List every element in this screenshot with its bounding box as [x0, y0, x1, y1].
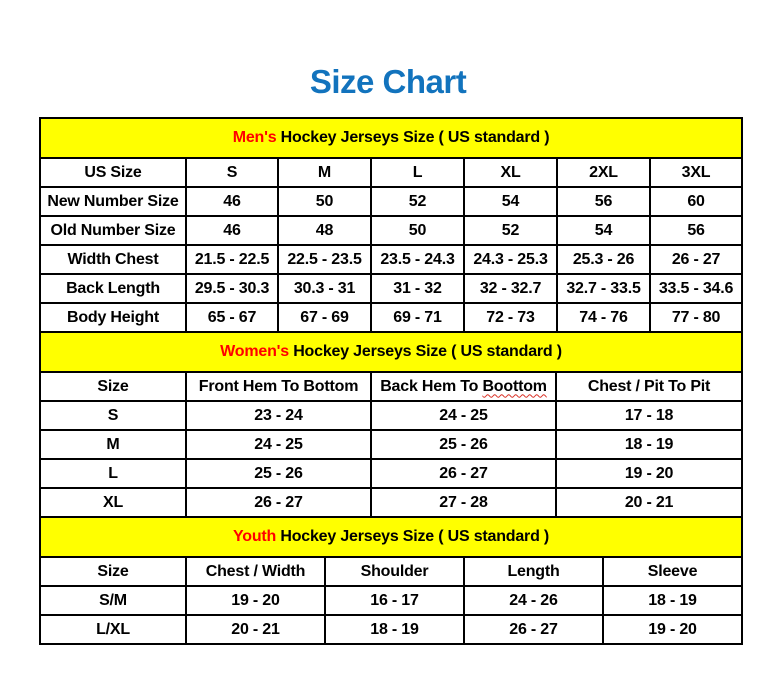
womens-size-table [39, 331, 743, 518]
row-label-cell: Old Number Size [40, 216, 186, 245]
value-cell: 26 - 27 [650, 245, 742, 274]
value-cell: 32 - 32.7 [464, 274, 557, 303]
value-cell: 24.3 - 25.3 [464, 245, 557, 274]
womens-banner-text: Hockey Jerseys Size ( US standard ) [288, 343, 562, 360]
value-cell: 18 - 19 [603, 586, 742, 615]
value-cell: 21.5 - 22.5 [186, 245, 278, 274]
row-label-cell: L [40, 459, 186, 488]
value-cell: 50 [371, 216, 464, 245]
youth-banner-text: Hockey Jerseys Size ( US standard ) [276, 528, 550, 545]
column-header-cell: Sleeve [603, 557, 742, 586]
table-row [40, 401, 742, 430]
youth-banner-row [40, 517, 742, 557]
page-title: Size Chart [309, 63, 467, 100]
value-cell: 17 - 18 [556, 401, 742, 430]
youth-size-table [39, 516, 743, 645]
row-label-cell: New Number Size [40, 187, 186, 216]
value-cell: 74 - 76 [557, 303, 650, 332]
row-label-cell: Back Length [40, 274, 186, 303]
value-cell: 65 - 67 [186, 303, 278, 332]
value-cell: 48 [278, 216, 371, 245]
youth-header-row [40, 557, 742, 586]
column-header-cell: Chest / Width [186, 557, 325, 586]
table-row [40, 615, 742, 644]
value-cell: 19 - 20 [603, 615, 742, 644]
value-cell: 23 - 24 [186, 401, 371, 430]
table-row [40, 216, 742, 245]
row-label-cell: S [40, 401, 186, 430]
row-label-cell: S/M [40, 586, 186, 615]
value-cell: 18 - 19 [556, 430, 742, 459]
column-header-cell: Chest / Pit To Pit [556, 372, 742, 401]
value-cell: 60 [650, 187, 742, 216]
table-row [40, 245, 742, 274]
value-cell: 26 - 27 [464, 615, 603, 644]
back-hem-misspelled-word: Boottom [482, 377, 547, 395]
womens-banner-highlight: Women's [220, 343, 289, 360]
value-cell: 25 - 26 [186, 459, 371, 488]
value-cell: 54 [557, 216, 650, 245]
value-cell: 24 - 26 [464, 586, 603, 615]
column-header-cell: Size [40, 372, 186, 401]
mens-banner-highlight: Men's [232, 129, 277, 146]
value-cell: 30.3 - 31 [278, 274, 371, 303]
value-cell: 16 - 17 [325, 586, 464, 615]
value-cell: 52 [464, 216, 557, 245]
value-cell: 26 - 27 [371, 459, 556, 488]
value-cell: 24 - 25 [371, 401, 556, 430]
column-header-cell: S [186, 158, 278, 187]
value-cell: 26 - 27 [186, 488, 371, 517]
table-row [40, 187, 742, 216]
value-cell: 46 [186, 216, 278, 245]
youth-banner-highlight: Youth [232, 528, 277, 545]
column-header-cell: Size [40, 557, 186, 586]
value-cell: 24 - 25 [186, 430, 371, 459]
mens-banner-text: Hockey Jerseys Size ( US standard ) [276, 129, 550, 146]
womens-banner-row [40, 332, 742, 372]
mens-header-row [40, 158, 742, 187]
value-cell: 31 - 32 [371, 274, 464, 303]
column-header-cell-misspelled [371, 372, 556, 401]
womens-banner [40, 332, 742, 372]
value-cell: 19 - 20 [186, 586, 325, 615]
table-row [40, 459, 742, 488]
column-header-cell: US Size [40, 158, 186, 187]
column-header-cell: XL [464, 158, 557, 187]
value-cell: 69 - 71 [371, 303, 464, 332]
value-cell: 46 [186, 187, 278, 216]
column-header-cell: 2XL [557, 158, 650, 187]
value-cell: 19 - 20 [556, 459, 742, 488]
value-cell: 25 - 26 [371, 430, 556, 459]
value-cell: 52 [371, 187, 464, 216]
value-cell: 56 [650, 216, 742, 245]
mens-size-table [39, 117, 743, 333]
size-tables-container [39, 117, 741, 645]
womens-header-row [40, 372, 742, 401]
value-cell: 20 - 21 [556, 488, 742, 517]
column-header-cell: M [278, 158, 371, 187]
column-header-cell: L [371, 158, 464, 187]
table-row [40, 586, 742, 615]
value-cell: 50 [278, 187, 371, 216]
value-cell: 25.3 - 26 [557, 245, 650, 274]
value-cell: 54 [464, 187, 557, 216]
youth-banner [40, 517, 742, 557]
value-cell: 32.7 - 33.5 [557, 274, 650, 303]
row-label-cell: M [40, 430, 186, 459]
value-cell: 56 [557, 187, 650, 216]
table-row [40, 430, 742, 459]
column-header-cell: Shoulder [325, 557, 464, 586]
row-label-cell: XL [40, 488, 186, 517]
row-label-cell: Width Chest [40, 245, 186, 274]
value-cell: 22.5 - 23.5 [278, 245, 371, 274]
row-label-cell: Body Height [40, 303, 186, 332]
value-cell: 29.5 - 30.3 [186, 274, 278, 303]
value-cell: 20 - 21 [186, 615, 325, 644]
mens-banner-row [40, 118, 742, 158]
table-row [40, 488, 742, 517]
table-row [40, 274, 742, 303]
value-cell: 27 - 28 [371, 488, 556, 517]
mens-banner [40, 118, 742, 158]
value-cell: 77 - 80 [650, 303, 742, 332]
value-cell: 33.5 - 34.6 [650, 274, 742, 303]
column-header-cell: 3XL [650, 158, 742, 187]
back-hem-prefix: Back Hem To [380, 377, 483, 395]
value-cell: 67 - 69 [278, 303, 371, 332]
column-header-cell: Front Hem To Bottom [186, 372, 371, 401]
column-header-cell: Length [464, 557, 603, 586]
value-cell: 72 - 73 [464, 303, 557, 332]
value-cell: 18 - 19 [325, 615, 464, 644]
row-label-cell: L/XL [40, 615, 186, 644]
table-row [40, 303, 742, 332]
value-cell: 23.5 - 24.3 [371, 245, 464, 274]
